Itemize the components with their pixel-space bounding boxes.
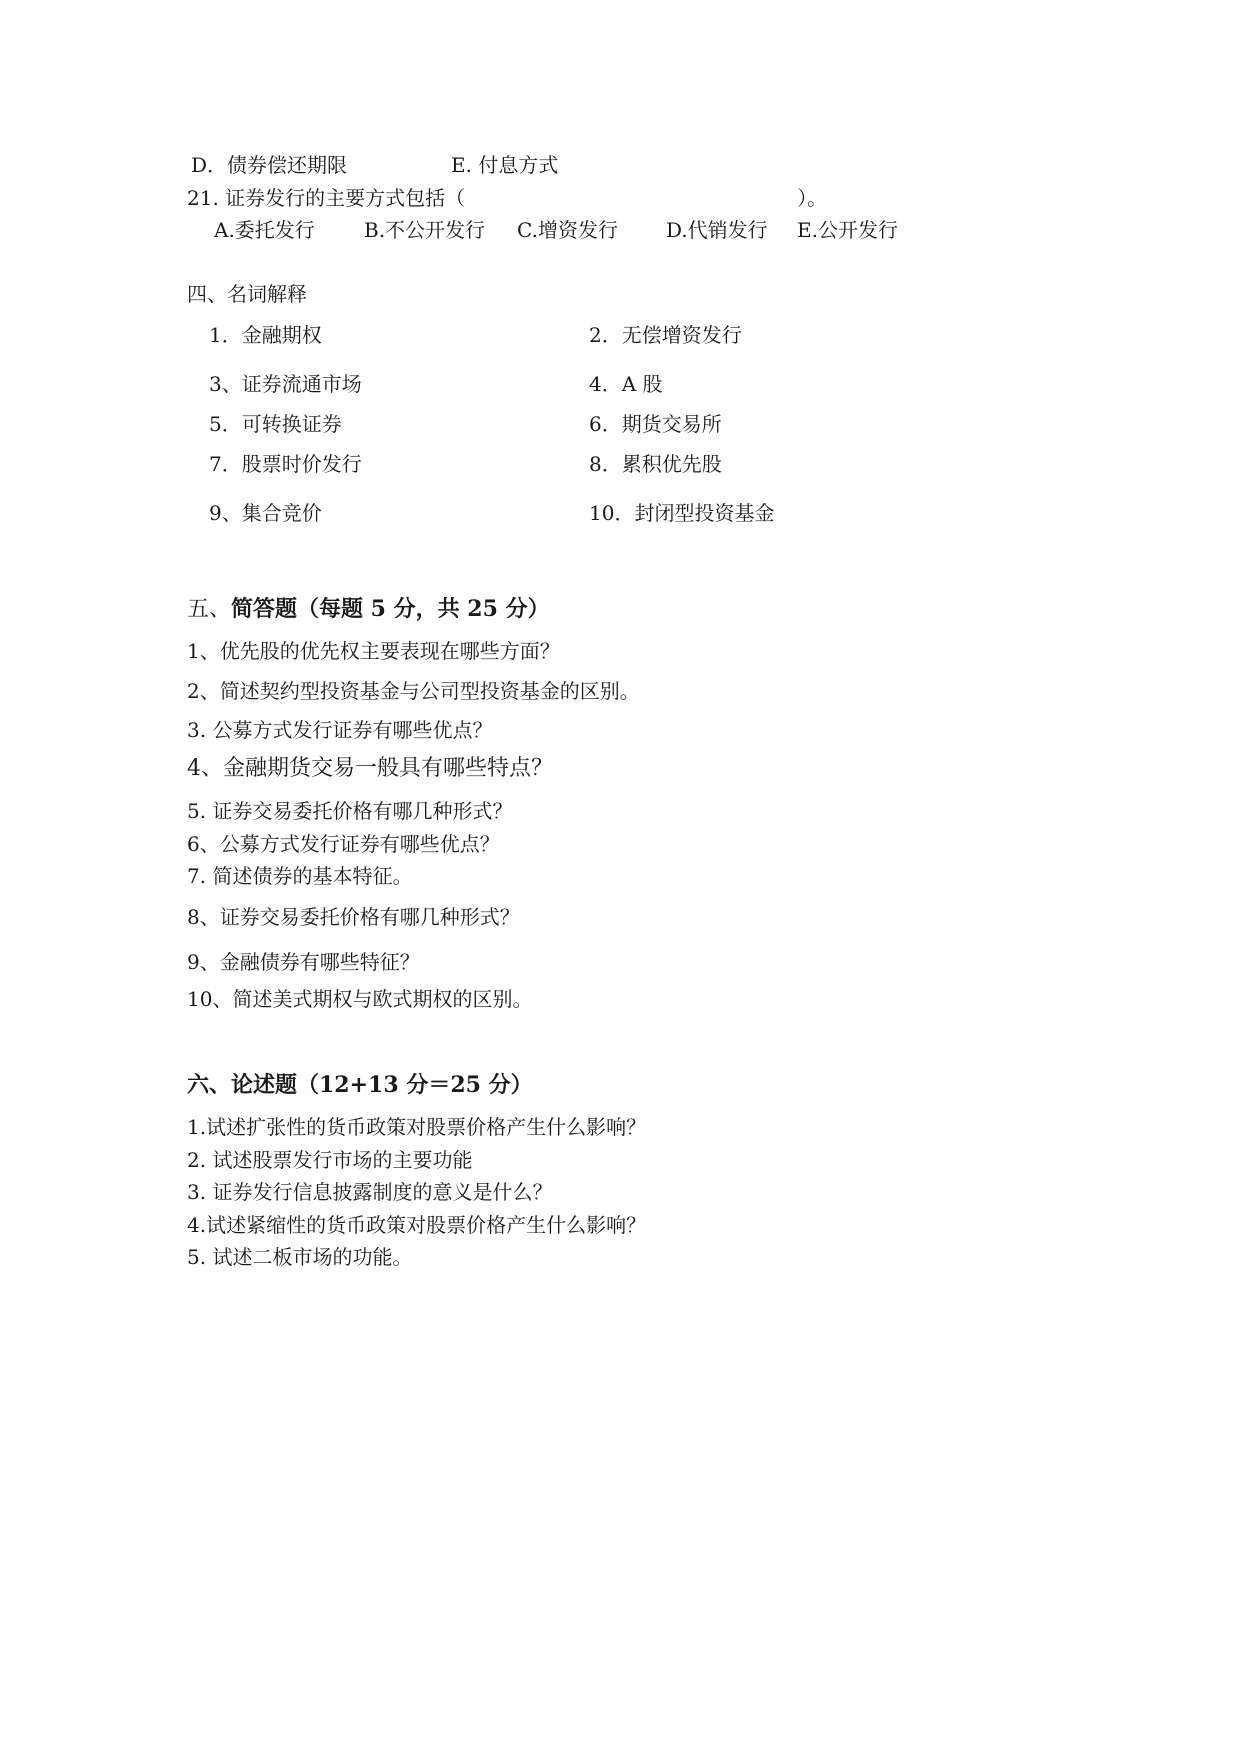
- q21-stem-line: [187, 186, 827, 210]
- short-question: 3. 公募方式发行证券有哪些优点？: [187, 718, 493, 742]
- section4-title: 四、名词解释: [187, 282, 307, 306]
- short-question: 7. 简述债券的基本特征。: [187, 864, 413, 888]
- term-item: 7．股票时价发行: [209, 452, 362, 476]
- term-item: 1．金融期权: [209, 323, 322, 347]
- q21-option-b: B.不公开发行: [364, 218, 486, 242]
- essay-question: 1.试述扩张性的货币政策对股票价格产生什么影响？: [187, 1115, 647, 1139]
- section5-title-line: [187, 597, 550, 622]
- term-item: 6．期货交易所: [589, 412, 722, 436]
- term-item: 2．无偿增资发行: [589, 323, 742, 347]
- essay-question: 3. 证券发行信息披露制度的意义是什么？: [187, 1180, 553, 1204]
- term-item: 3、证券流通市场: [209, 372, 362, 396]
- section6-title: 六、论述题（12+13 分＝25 分）: [187, 1072, 533, 1098]
- term-item: 10．封闭型投资基金: [589, 501, 775, 525]
- term-item: 4．A 股: [589, 372, 663, 396]
- short-question: 2、简述契约型投资基金与公司型投资基金的区别。: [187, 679, 640, 703]
- q21-option-d: D.代销发行: [666, 218, 768, 242]
- short-question: 4、金融期货交易一般具有哪些特点？: [187, 756, 553, 781]
- short-question: 5. 证券交易委托价格有哪几种形式？: [187, 799, 513, 823]
- term-item: 5．可转换证券: [209, 412, 342, 436]
- short-question: 1、优先股的优先权主要表现在哪些方面？: [187, 639, 560, 663]
- term-item: 8．累积优先股: [589, 452, 722, 476]
- section5-title: 简答题（每题 5 分，共 25 分）: [231, 596, 550, 622]
- q20-option-e: E. 付息方式: [451, 153, 559, 177]
- q21-option-e: E.公开发行: [797, 218, 898, 242]
- essay-question: 2. 试述股票发行市场的主要功能: [187, 1148, 473, 1172]
- q20-option-d: D．债券偿还期限: [191, 153, 348, 177]
- term-item: 9、集合竞价: [209, 501, 322, 525]
- section5-title-prefix: 五、: [187, 597, 232, 622]
- essay-question: 4.试述紧缩性的货币政策对股票价格产生什么影响？: [187, 1213, 647, 1237]
- short-question: 9、金融债券有哪些特征？: [187, 950, 420, 974]
- q21-option-a: A.委托发行: [214, 218, 315, 242]
- q21-stem-end: ）。: [797, 186, 828, 210]
- short-question: 10、简述美式期权与欧式期权的区别。: [187, 987, 533, 1011]
- short-question: 8、证券交易委托价格有哪几种形式？: [187, 905, 520, 929]
- essay-question: 5. 试述二板市场的功能。: [187, 1245, 413, 1269]
- q21-stem: 21. 证券发行的主要方式包括（: [187, 186, 466, 210]
- q21-option-c: C.增资发行: [517, 218, 618, 242]
- short-question: 6、公募方式发行证券有哪些优点？: [187, 832, 500, 856]
